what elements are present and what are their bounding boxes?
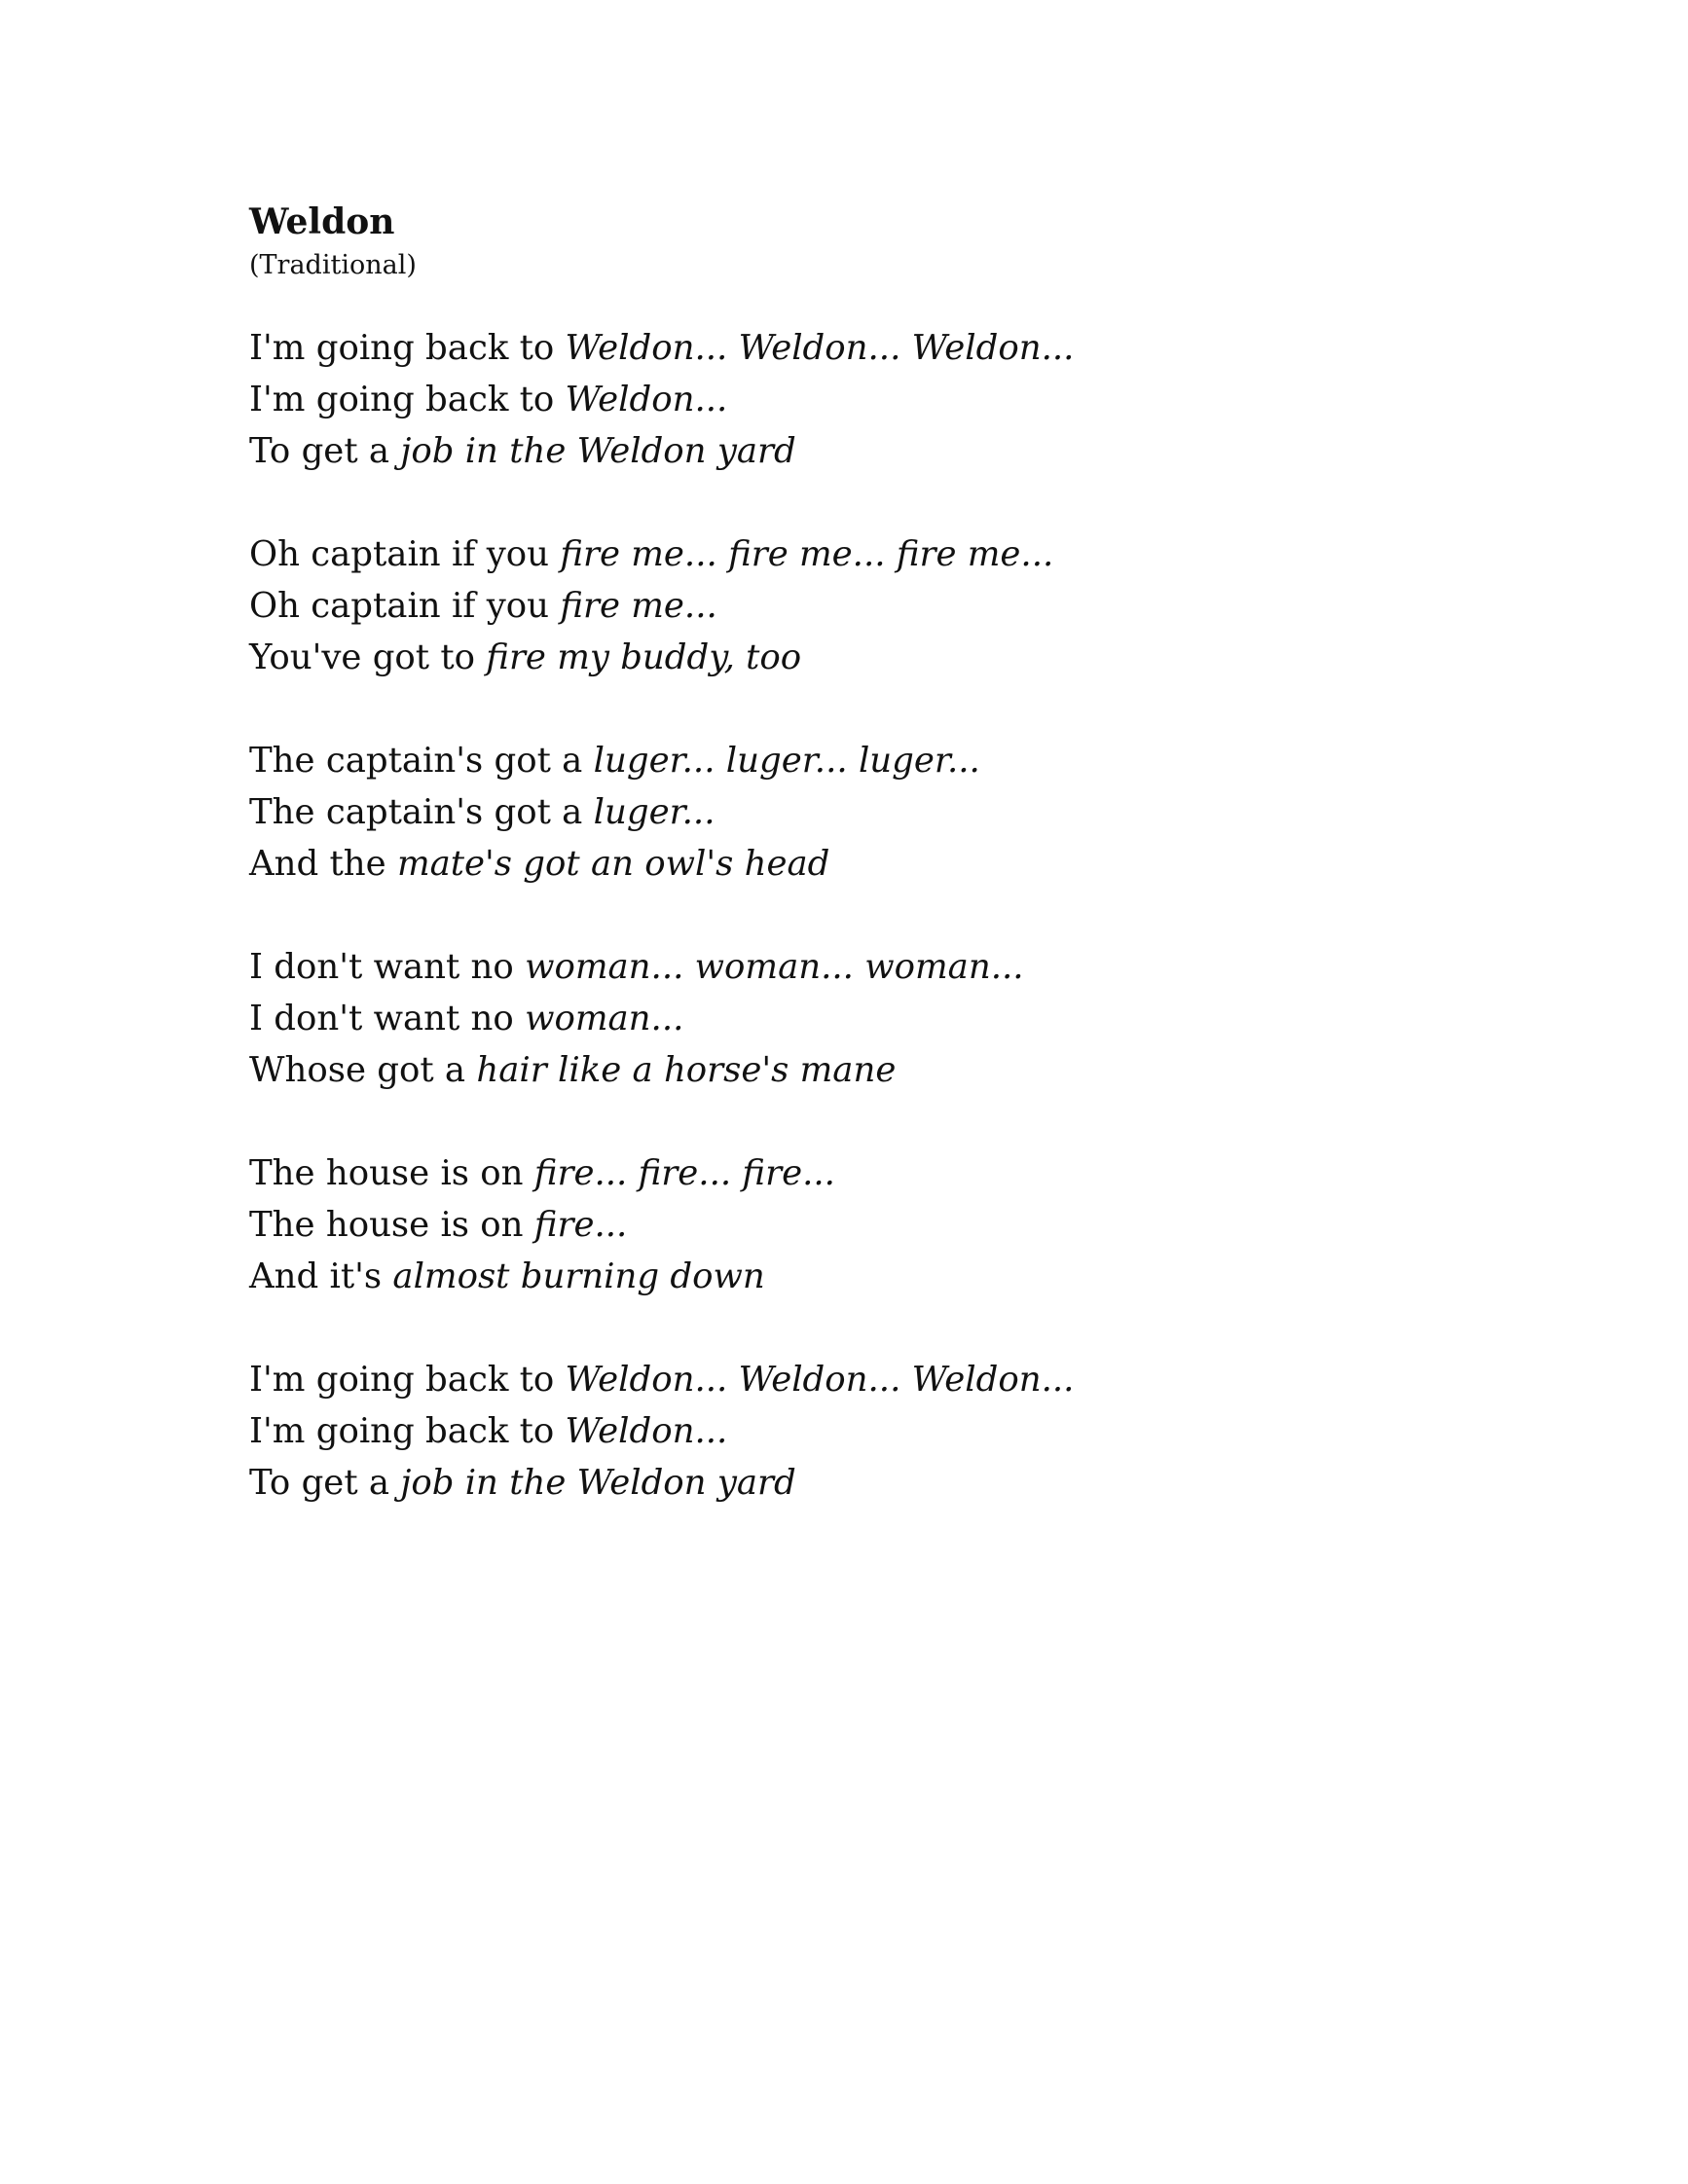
lyric-plain: And it's [249, 1256, 393, 1296]
lyric-plain: And the [249, 844, 397, 884]
lyric-line [249, 1147, 1515, 1199]
lyric-italic: luger... luger... luger... [593, 741, 980, 781]
lyric-italic: Weldon... Weldon... Weldon... [565, 1360, 1075, 1400]
lyric-line [249, 1044, 1515, 1096]
lyric-italic: fire... fire... fire... [533, 1153, 835, 1193]
lyric-italic: almost burning down [392, 1256, 765, 1296]
lyric-plain: The captain's got a [249, 792, 594, 832]
lyric-italic: job in the Weldon yard [400, 1463, 796, 1503]
stanza-1 [249, 322, 1515, 477]
stanza-4 [249, 941, 1515, 1096]
lyric-plain: I'm going back to [249, 328, 566, 368]
lyric-line [249, 993, 1515, 1044]
lyric-line [249, 322, 1515, 374]
lyric-line [249, 1354, 1515, 1405]
lyric-line [249, 374, 1515, 425]
lyric-italic: luger... [593, 792, 716, 832]
lyric-line [249, 1251, 1515, 1302]
lyric-line [249, 1457, 1515, 1509]
lyric-italic: woman... woman... woman... [525, 947, 1024, 987]
lyric-italic: fire me... [560, 586, 717, 626]
stanza-5 [249, 1147, 1515, 1302]
lyric-italic: Weldon... Weldon... Weldon... [565, 328, 1075, 368]
lyric-plain: Oh captain if you [249, 534, 561, 574]
lyric-line [249, 735, 1515, 786]
lyric-line [249, 528, 1515, 580]
lyric-italic: fire me... fire me... fire me... [560, 534, 1054, 574]
lyric-plain: You've got to [249, 637, 487, 677]
lyric-line [249, 838, 1515, 890]
lyric-plain: To get a [249, 431, 401, 471]
lyric-plain: I'm going back to [249, 1360, 566, 1400]
song-title: Weldon [249, 201, 395, 242]
lyric-italic: mate's got an owl's head [396, 844, 830, 884]
song-attribution: (Traditional) [249, 250, 417, 280]
lyric-line [249, 786, 1515, 838]
lyric-plain: Oh captain if you [249, 586, 561, 626]
lyric-plain: The house is on [249, 1153, 534, 1193]
lyric-italic: Weldon... [565, 1411, 728, 1451]
lyric-plain: I'm going back to [249, 380, 566, 419]
lyric-italic: Weldon... [565, 380, 728, 419]
lyric-plain: I'm going back to [249, 1411, 566, 1451]
lyrics-sheet [249, 195, 1515, 1560]
stanza-2 [249, 528, 1515, 683]
stanza-3 [249, 735, 1515, 890]
lyric-italic: fire... [533, 1205, 628, 1245]
lyric-plain: To get a [249, 1463, 401, 1503]
lyric-plain: The captain's got a [249, 741, 594, 781]
lyric-plain: I don't want no [249, 999, 526, 1038]
lyric-line [249, 1405, 1515, 1457]
lyric-line [249, 1199, 1515, 1251]
stanza-6 [249, 1354, 1515, 1509]
lyric-line [249, 425, 1515, 477]
lyric-italic: hair like a horse's mane [476, 1050, 897, 1090]
lyric-italic: fire my buddy, too [486, 637, 802, 677]
lyric-line [249, 580, 1515, 632]
lyric-line [249, 632, 1515, 683]
lyric-plain: The house is on [249, 1205, 534, 1245]
lyric-italic: job in the Weldon yard [400, 431, 796, 471]
lyric-plain: Whose got a [249, 1050, 477, 1090]
lyric-line [249, 941, 1515, 993]
lyric-italic: woman... [525, 999, 684, 1038]
lyric-plain: I don't want no [249, 947, 526, 987]
